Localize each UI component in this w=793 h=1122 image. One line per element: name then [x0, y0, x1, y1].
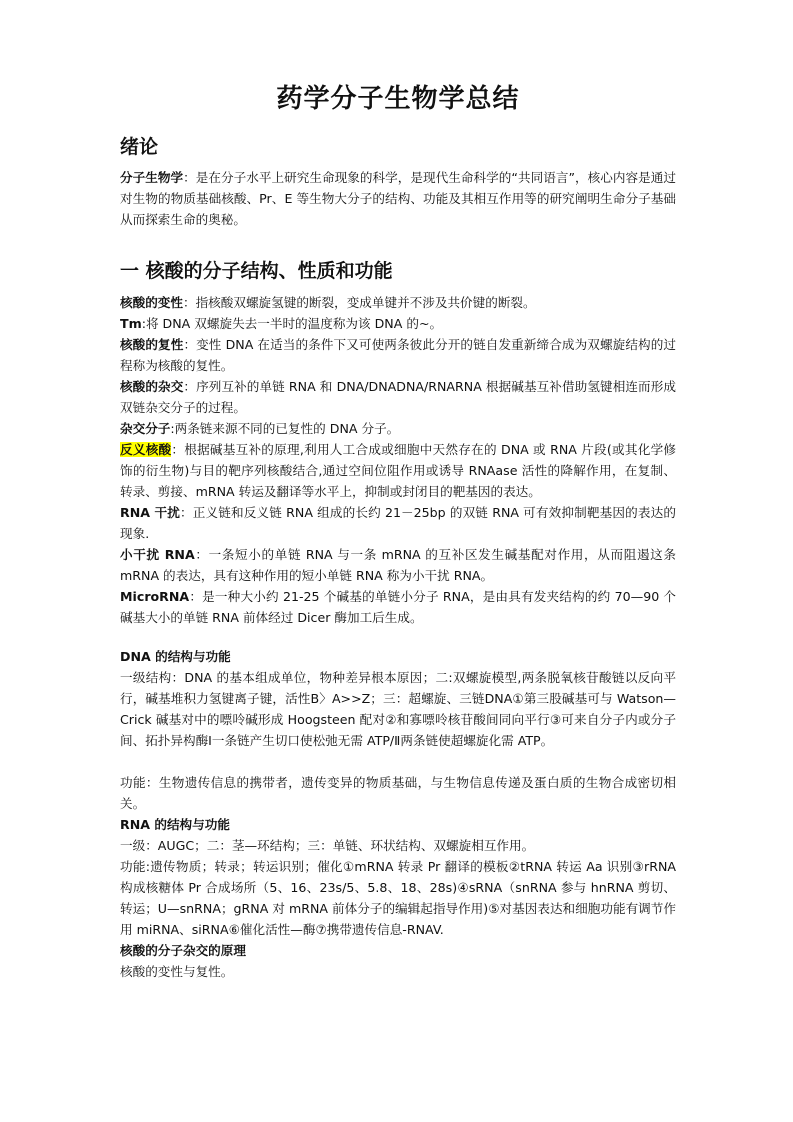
paragraph-rna-structure: 一级：AUGC；二：茎—环结构；三：单链、环状结构、双螺旋相互作用。	[120, 838, 535, 853]
term: 核酸的复性	[120, 337, 184, 352]
definition: ：根据碱基互补的原理,利用人工合成或细胞中天然存在的 DNA 或 RNA 片段(或其化学修饰的衍生物)与目的靶序列核酸结合,通过空间位阻作用或诱导 RNAase 活性的降解作用，在复制、转录、剪接、mRNA 转运及翻译等水平上，抑制或封闭目的靶基因的表达。	[120, 442, 677, 499]
section-heading-intro: 绪论	[120, 136, 159, 158]
paragraph-hybridization	[120, 376, 676, 418]
document-title: 药学分子生物学总结	[276, 84, 520, 114]
paragraph-molecular-biology	[120, 167, 676, 230]
definition: ：变性 DNA 在适当的条件下又可使两条彼此分开的链自发重新缔合成为双螺旋结构的过程称为核酸的复性。	[120, 337, 676, 373]
term: 核酸的杂交	[120, 379, 184, 394]
paragraph-denaturation	[120, 292, 676, 313]
definition: :将 DNA 双螺旋失去一半时的温度称为该 DNA 的~。	[141, 316, 443, 331]
highlighted-term: 反义核酸	[120, 442, 172, 457]
paragraph-hybrid-molecule	[120, 418, 676, 439]
definition: ：是在分子水平上研究生命现象的科学，是现代生命科学的“共同语言”，核心内容是通过对生物的物质基础核酸、Pr、E 等生物大分子的结构、功能及其相互作用等的研究阐明生命分子基础从而探索生命的奥秘。	[120, 170, 676, 227]
definition: ：一条短小的单链 RNA 与一条 mRNA 的互补区发生碱基配对作用，从而阻遏这条 mRNA 的表达，具有这种作用的短小单链 RNA 称为小干扰 RNA。	[120, 547, 676, 583]
subheading-dna: DNA 的结构与功能	[120, 649, 231, 664]
paragraph-tm	[120, 313, 676, 334]
definition: ：是一种大小约 21-25 个碱基的单链小分子 RNA，是由具有发夹结构的约 70—90 个碱基大小的单链 RNA 前体经过 Dicer 酶加工后生成。	[120, 589, 676, 625]
definition: ：指核酸双螺旋氢键的断裂，变成单键并不涉及共价键的断裂。	[182, 295, 536, 310]
paragraph-antisense	[120, 439, 676, 502]
paragraph-hybridization-principle: 核酸的变性与复性。	[120, 964, 234, 979]
term: Tm	[120, 316, 142, 331]
term: MicroRNA	[120, 589, 190, 604]
section-heading-nucleic-acid: 一 核酸的分子结构、性质和功能	[120, 260, 393, 282]
term: 小干扰 RNA	[120, 547, 195, 562]
subheading-hybridization-principle: 核酸的分子杂交的原理	[120, 943, 246, 958]
term: 杂交分子	[120, 421, 171, 436]
term: 核酸的变性	[120, 295, 183, 310]
definition: ：序列互补的单链 RNA 和 DNA/DNADNA/RNARNA 根据碱基互补借助氢键相连而形成双链杂交分子的过程。	[120, 379, 677, 415]
paragraph-renaturation	[120, 334, 676, 376]
paragraph-dna-function: 功能：生物遗传信息的携带者，遗传变异的物质基础，与生物信息传递及蛋白质的生物合成密切相关。	[120, 775, 676, 811]
paragraph-microrna	[120, 586, 676, 628]
term: 分子生物学	[120, 170, 184, 185]
subheading-rna: RNA 的结构与功能	[120, 817, 230, 832]
paragraph-rna-function: 功能:遗传物质；转录；转运识别；催化①mRNA 转录 Pr 翻译的模板②tRNA 转运 Aa 识别③rRNA 构成核糖体 Pr 合成场所（5、16、23s/5、5.8、18、28s)④sRNA（snRNA 参与 hnRNA 剪切、转运；U—snRNA；gRNA 对 mRNA 前体分子的编辑起指导作用)⑤对基因表达和细胞功能有调节作用 miRNA、siRNA⑥催化活性—酶⑦携带遗传信息-RNAV.	[120, 859, 676, 937]
paragraph-dna-structure: 一级结构：DNA 的基本组成单位，物种差异根本原因；二:双螺旋模型,两条脱氧核苷酸链以反向平行，碱基堆积力氢键离子键，活性B〉A>>Z；三：超螺旋、三链DNA①第三股碱基可与 Watson—Crick 碱基对中的嘌呤碱形成 Hoogsteen 配对②和寡嘌呤核苷酸间同向平行③可来自分子内或分子间、拓扑异构酶Ⅰ一条链产生切口使松弛无需 ATP/Ⅱ两条链使超螺旋化需 ATP。	[120, 670, 676, 748]
paragraph-rnai	[120, 502, 676, 544]
definition: ：正义链和反义链 RNA 组成的长约 21－25bp 的双链 RNA 可有效抑制靶基因的表达的现象.	[120, 505, 676, 541]
paragraph-sirna	[120, 544, 676, 586]
definition: :两条链来源不同的已复性的 DNA 分子。	[170, 421, 400, 436]
term: RNA 干扰	[120, 505, 181, 520]
